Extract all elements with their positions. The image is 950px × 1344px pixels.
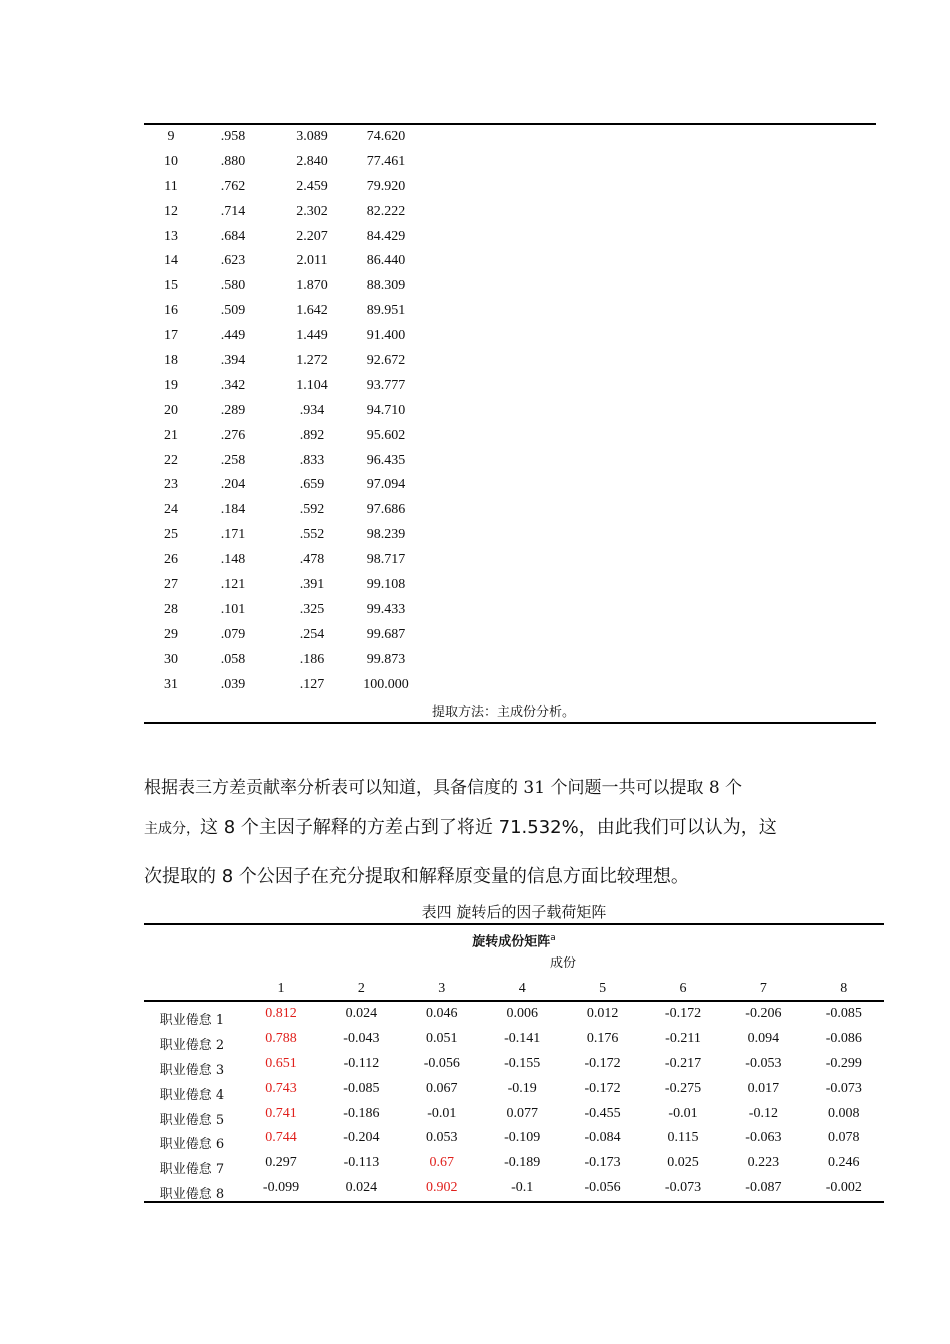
loading-cell: -0.275 [664, 1080, 702, 1096]
table-cell: .659 [299, 477, 325, 493]
loading-cell: 0.008 [828, 1105, 860, 1121]
loading-cell: 0.741 [265, 1105, 297, 1121]
table-cell: .039 [220, 676, 246, 692]
table-cell: .121 [220, 577, 246, 593]
table-row [144, 449, 876, 474]
component-subheader-text: 成份 [549, 956, 576, 971]
table-row [144, 498, 876, 523]
matrix-title-sup: a [550, 933, 556, 943]
table-row [144, 349, 876, 374]
loading-cell: -0.299 [825, 1055, 862, 1071]
table-cell: .127 [299, 676, 325, 692]
table-row [144, 673, 876, 698]
loading-cell: -0.085 [825, 1006, 862, 1021]
loading-cell: -0.172 [664, 1006, 702, 1021]
table-row [144, 374, 876, 399]
table-cell: 17 [164, 328, 178, 344]
row-label: 职业倦怠 7 [159, 1162, 225, 1178]
table-cell: 20 [164, 402, 178, 418]
loading-cell: -0.217 [664, 1055, 702, 1071]
loading-cell: 0.902 [426, 1180, 458, 1196]
table-cell: .509 [220, 303, 246, 319]
table-cell: .101 [220, 601, 246, 617]
table-cell: 30 [164, 651, 178, 667]
table-cell: 9 [167, 129, 175, 144]
component-column-header: 8 [840, 981, 848, 996]
table-row [144, 523, 876, 548]
table-cell: 74.620 [366, 129, 406, 144]
paragraph-line-2 [144, 813, 777, 839]
table-cell: 11 [164, 178, 178, 194]
table-cell: .684 [220, 228, 246, 244]
loading-cell: -0.112 [343, 1055, 380, 1071]
table-cell: 16 [164, 303, 178, 319]
table-row [144, 324, 876, 349]
table-cell: 77.461 [366, 153, 406, 169]
loading-cell: -0.085 [343, 1080, 380, 1096]
table-cell: 15 [164, 278, 178, 294]
table-cell: 99.873 [366, 651, 406, 667]
table-row [144, 1176, 884, 1201]
table-cell: 98.239 [366, 527, 406, 543]
table-cell: 1.870 [296, 278, 328, 294]
table-cell: 13 [164, 228, 178, 244]
table-cell: 89.951 [366, 303, 406, 319]
table-row [144, 573, 876, 598]
table-cell: 84.429 [366, 228, 406, 244]
loading-cell: 0.223 [747, 1155, 780, 1171]
table-cell: .058 [220, 651, 246, 667]
matrix-title-text: 旋转成份矩阵 [472, 934, 551, 950]
loading-cell: 0.788 [265, 1030, 297, 1046]
loading-cell: -0.109 [504, 1130, 541, 1146]
loading-cell: 0.651 [265, 1055, 297, 1071]
loading-cell: -0.01 [668, 1105, 698, 1121]
row-label: 职业倦怠 8 [159, 1187, 225, 1203]
loading-cell: -0.043 [343, 1030, 380, 1046]
table-cell: 95.602 [366, 427, 406, 443]
component-column-header: 5 [599, 981, 607, 996]
paragraph-line-1: 根据表三方差贡献率分析表可以知道，具备信度的 31 个问题一共可以提取 8 个 [144, 778, 743, 798]
loading-cell: 0.744 [265, 1130, 297, 1146]
table-cell: .254 [299, 626, 325, 642]
component-column-header: 1 [277, 981, 285, 996]
table-cell: 1.642 [296, 303, 328, 319]
table-cell: 2.207 [296, 228, 328, 244]
row-label: 职业倦怠 6 [159, 1137, 225, 1153]
table-cell: 14 [164, 253, 178, 269]
rotated-component-matrix [144, 923, 884, 1203]
table-cell: 2.840 [296, 153, 328, 169]
table-cell: 88.309 [366, 278, 406, 294]
table-cell: .325 [299, 601, 325, 617]
table-row [144, 1002, 884, 1027]
table-cell: 1.272 [296, 353, 328, 369]
table-row [144, 1102, 884, 1127]
table-row [144, 1077, 884, 1102]
component-subheader [144, 950, 884, 975]
table-row [144, 150, 876, 175]
loading-cell: 0.024 [345, 1180, 378, 1196]
loading-cell: -0.189 [504, 1155, 541, 1171]
table-cell: .342 [220, 377, 246, 393]
table-row [144, 299, 876, 324]
table-cell: .186 [299, 651, 325, 667]
table-row [144, 1126, 884, 1151]
loading-cell: -0.073 [664, 1180, 702, 1196]
table-row [144, 1027, 884, 1052]
table-cell: .762 [220, 178, 246, 194]
component-column-header: 7 [759, 981, 767, 996]
table-cell: 2.459 [296, 178, 328, 194]
table-cell: .880 [220, 153, 246, 169]
table-cell: 91.400 [366, 328, 406, 344]
component-column-header: 2 [357, 981, 365, 996]
table-cell: .714 [220, 203, 246, 219]
table4-caption: 表四 旋转后的因子载荷矩阵 [421, 903, 607, 921]
table-cell: .580 [220, 278, 246, 294]
loading-cell: -0.053 [745, 1055, 782, 1071]
loading-cell: 0.078 [828, 1130, 860, 1146]
table-cell: 1.449 [296, 328, 328, 344]
loading-cell: -0.172 [584, 1055, 621, 1071]
table-cell: 23 [164, 477, 178, 493]
matrix-title [144, 925, 884, 950]
component-column-header: 3 [438, 981, 446, 996]
table-cell: .184 [220, 502, 246, 518]
loading-cell: -0.455 [584, 1105, 621, 1121]
table-row [144, 598, 876, 623]
table-cell: 82.222 [366, 203, 406, 219]
table-cell: 3.089 [296, 129, 328, 144]
table-cell: .258 [220, 452, 246, 468]
table-cell: 1.104 [296, 377, 328, 393]
table-row [144, 473, 876, 498]
table-row [144, 249, 876, 274]
row-label: 职业倦怠 4 [159, 1087, 225, 1103]
loading-cell: -0.113 [343, 1155, 380, 1171]
table-cell: 26 [164, 552, 178, 568]
table-row [144, 1052, 884, 1077]
loading-cell: -0.186 [343, 1105, 380, 1121]
table-cell: .394 [220, 353, 246, 369]
table-cell: .934 [299, 402, 325, 418]
table-row [144, 1151, 884, 1176]
loading-cell: 0.067 [426, 1080, 458, 1096]
table-cell: .552 [299, 527, 325, 543]
table-cell: .276 [220, 427, 246, 443]
loading-cell: -0.1 [511, 1180, 534, 1196]
table-cell: .592 [299, 502, 325, 518]
table-row [144, 399, 876, 424]
variance-table-body [144, 125, 876, 697]
loading-cell: 0.012 [586, 1006, 619, 1021]
table-row [144, 200, 876, 225]
table-cell: .391 [299, 577, 325, 593]
table-row [144, 424, 876, 449]
row-label: 职业倦怠 2 [159, 1037, 225, 1053]
table-cell: 2.302 [296, 203, 328, 219]
loading-cell: -0.141 [504, 1030, 541, 1046]
paragraph-line-2-start: 主成分， [144, 821, 200, 837]
loading-cell: -0.19 [507, 1080, 537, 1096]
loading-cell: 0.176 [586, 1030, 619, 1046]
table-cell: 97.686 [366, 502, 406, 518]
loading-cell: 0.006 [506, 1006, 538, 1021]
table-row [144, 648, 876, 673]
table-cell: 99.108 [366, 577, 406, 593]
table-cell: 99.687 [366, 626, 406, 642]
table-cell: 12 [164, 203, 178, 219]
table-cell: 79.920 [366, 178, 406, 194]
paragraph-line-3: 次提取的 8 个公因子在充分提取和解释原变量的信息方面比较理想。 [144, 866, 689, 887]
loading-cell: 0.743 [265, 1080, 297, 1096]
table-row [144, 175, 876, 200]
table-row [144, 125, 876, 150]
table-cell: .833 [299, 452, 325, 468]
loading-cell: -0.056 [423, 1055, 460, 1071]
loading-cell: -0.204 [343, 1130, 380, 1146]
matrix-body [144, 1002, 884, 1201]
loading-cell: -0.099 [262, 1180, 300, 1196]
loading-cell: 0.025 [667, 1155, 699, 1171]
variance-table [144, 123, 876, 724]
row-label: 职业倦怠 3 [159, 1062, 225, 1078]
loading-cell: -0.172 [584, 1080, 621, 1096]
table-cell: 27 [164, 577, 178, 593]
table-cell: 18 [164, 353, 178, 369]
table-cell: 86.440 [366, 253, 406, 269]
table-cell: 92.672 [366, 353, 406, 369]
table-cell: 19 [164, 377, 178, 393]
table-cell: 31 [164, 676, 178, 692]
loading-cell: 0.051 [426, 1030, 458, 1046]
loading-cell: -0.056 [584, 1180, 621, 1196]
loading-cell: -0.073 [825, 1080, 862, 1096]
table-cell: .079 [220, 626, 246, 642]
table-cell: 24 [164, 502, 178, 518]
table-cell: 97.094 [366, 477, 406, 493]
loading-cell: -0.086 [825, 1030, 862, 1046]
paragraph-line-2-rest: 这 8 个主因子解释的方差占到了将近 71.532%，由此我们可以认为，这 [200, 817, 777, 838]
loading-cell: -0.01 [427, 1105, 457, 1121]
loading-cell: 0.077 [506, 1105, 538, 1121]
table-cell: 96.435 [366, 452, 406, 468]
table-cell: .892 [299, 427, 325, 443]
table-cell: .623 [220, 253, 246, 269]
table-cell: 98.717 [366, 552, 406, 568]
table-cell: 94.710 [366, 402, 406, 418]
loading-cell: 0.053 [426, 1130, 458, 1146]
component-column-header: 6 [679, 981, 687, 996]
table-cell: .958 [220, 129, 246, 144]
extraction-method-text: 提取方法：主成份分析。 [432, 705, 576, 721]
table-row [144, 548, 876, 573]
table-cell: 99.433 [366, 601, 406, 617]
loading-cell: 0.046 [426, 1006, 458, 1021]
loading-cell: 0.024 [345, 1006, 378, 1021]
loading-cell: -0.12 [748, 1105, 778, 1121]
loading-cell: -0.087 [745, 1180, 782, 1196]
loading-cell: 0.67 [429, 1155, 455, 1171]
row-label: 职业倦怠 1 [159, 1013, 225, 1028]
table-row [144, 225, 876, 250]
component-column-header: 4 [518, 981, 526, 996]
loading-cell: 0.094 [747, 1030, 780, 1046]
table-cell: 21 [164, 427, 178, 443]
table-row [144, 274, 876, 299]
loading-cell: 0.017 [747, 1080, 780, 1096]
table-cell: .148 [220, 552, 246, 568]
table-cell: .449 [220, 328, 246, 344]
table-cell: .171 [220, 527, 246, 543]
loading-cell: -0.211 [665, 1030, 701, 1046]
loading-cell: -0.002 [825, 1180, 862, 1196]
loading-cell: 0.297 [265, 1155, 297, 1171]
loading-cell: -0.084 [584, 1130, 621, 1146]
loading-cell: -0.173 [584, 1155, 621, 1171]
loading-cell: -0.063 [745, 1130, 782, 1146]
loading-cell: 0.115 [667, 1130, 699, 1146]
table-cell: .478 [299, 552, 325, 568]
table-cell: 29 [164, 626, 178, 642]
table-cell: 93.777 [366, 377, 406, 393]
table-cell: .289 [220, 402, 246, 418]
table-cell: 10 [164, 153, 178, 169]
row-label: 职业倦怠 5 [159, 1112, 225, 1128]
extraction-method-note [144, 697, 876, 722]
table-row [144, 623, 876, 648]
table-cell: 22 [164, 452, 178, 468]
table-cell: .204 [220, 477, 246, 493]
loading-cell: -0.155 [504, 1055, 541, 1071]
table-cell: 28 [164, 601, 178, 617]
loading-cell: 0.812 [265, 1006, 297, 1021]
table-cell: 2.011 [296, 253, 328, 269]
loading-cell: 0.246 [828, 1155, 860, 1171]
component-header-row [144, 975, 884, 1002]
table-cell: 25 [164, 527, 178, 543]
table-cell: 100.000 [363, 676, 409, 692]
loading-cell: -0.206 [745, 1006, 782, 1021]
